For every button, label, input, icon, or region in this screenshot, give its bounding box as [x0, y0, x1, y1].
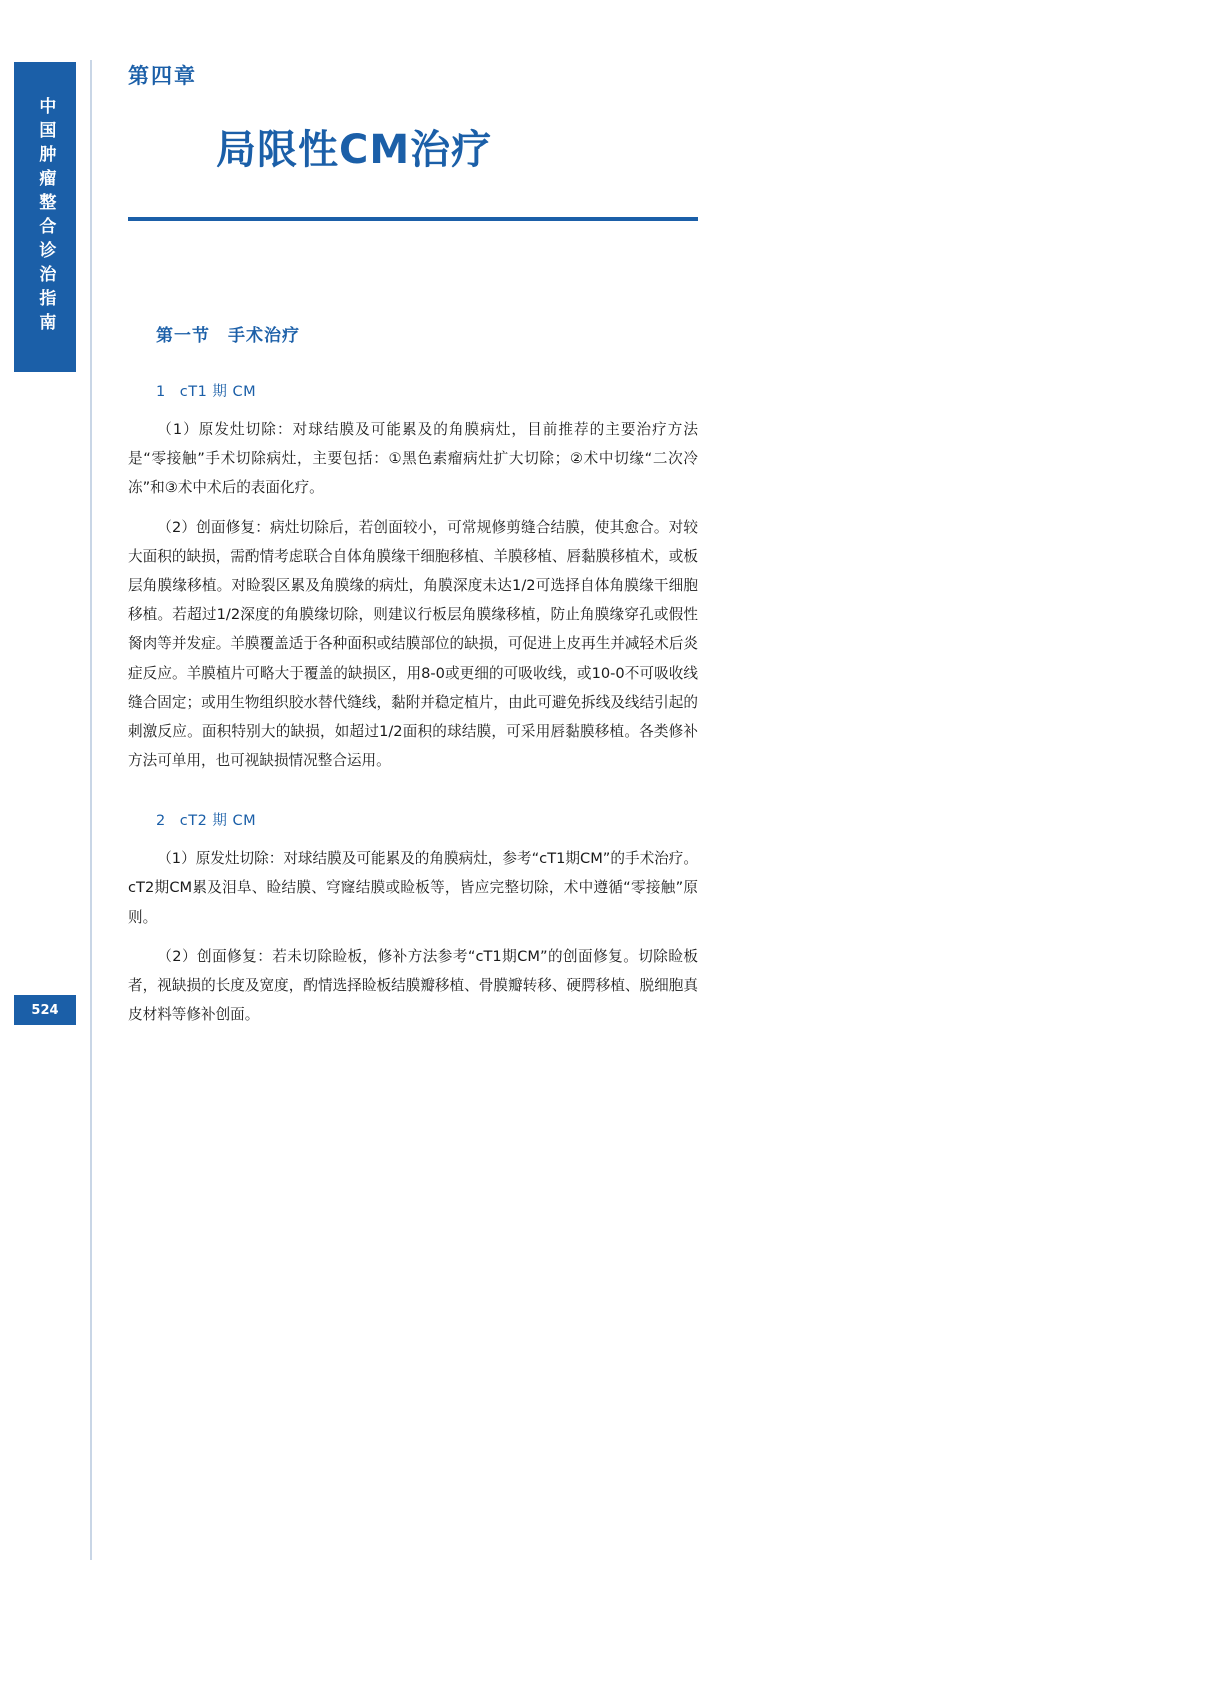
paragraph: （1）原发灶切除：对球结膜及可能累及的角膜病灶，参考“cT1期CM”的手术治疗。cT2期CM累及泪阜、睑结膜、穹窿结膜或睑板等，皆应完整切除，术中遵循“零接触”原则。	[128, 850, 698, 926]
paragraph: （1）原发灶切除：对球结膜及可能累及的角膜病灶，目前推荐的主要治疗方法是“零接触”手术切除病灶，主要包括：①黑色素瘤病灶扩大切除；②术中切缘“二次冷冻”和③术中术后的表面化疗。	[128, 421, 698, 497]
section-label: 第一节	[156, 326, 210, 346]
paragraph: （2）创面修复：若未切除睑板，修补方法参考“cT1期CM”的创面修复。切除睑板者，视缺损的长度及宽度，酌情选择睑板结膜瓣移植、骨膜瓣转移、硬腭移植、脱细胞真皮材料等修补创面。	[128, 947, 698, 1024]
subsection-title-1: cT1 期 CM	[179, 384, 257, 400]
subsection-number-1: 1	[156, 384, 166, 400]
paragraph: （2）创面修复：病灶切除后，若创面较小，可常规修剪缝合结膜，使其愈合。对较大面积的缺损，需酌情考虑联合自体角膜缘干细胞移植、羊膜移植、唇黏膜移植术，或板层角膜缘移植。对睑裂区累及角膜缘的病灶，角膜深度未达1/2可选择自体角膜缘干细胞移植。若超过1/2深度的角膜缘切除，则建议行板层角膜缘移植，防止角膜缘穿孔或假性胬肉等并发症。羊膜覆盖适于各种面积或结膜部位的缺损，可促进上皮再生并减轻术后炎症反应。羊膜植片可略大于覆盖的缺损区，用8-0或更细的可吸收线，或10-0不可吸收线缝合固定；或用生物组织胶水替代缝线，黏附并稳定植片，由此可避免拆线及线结引起的刺激反应。面积特别大的缺损，如超过1/2面积的球结膜，可采用唇黏膜移植。各类修补方法可单用，也可视缺损情况整合运用。	[128, 518, 698, 770]
subsection-number-2: 2	[156, 813, 166, 830]
title-divider	[128, 217, 698, 221]
subsection-heading-2	[128, 809, 698, 830]
subsection-title-2: cT2 期 CM	[179, 813, 257, 830]
side-tab-label: 中国肿瘤整合诊治指南	[35, 97, 56, 337]
section-heading	[128, 321, 698, 346]
chapter-title: 局限性CM治疗	[216, 127, 493, 173]
page-number: 524	[31, 1002, 59, 1018]
margin-rule	[90, 60, 92, 1560]
subsection-heading-1	[128, 380, 698, 401]
page-number-block	[14, 995, 76, 1025]
side-tab-banner	[14, 62, 76, 372]
section-title: 手术治疗	[228, 326, 300, 346]
page-content	[128, 60, 698, 1029]
chapter-label: 第四章	[128, 64, 197, 88]
